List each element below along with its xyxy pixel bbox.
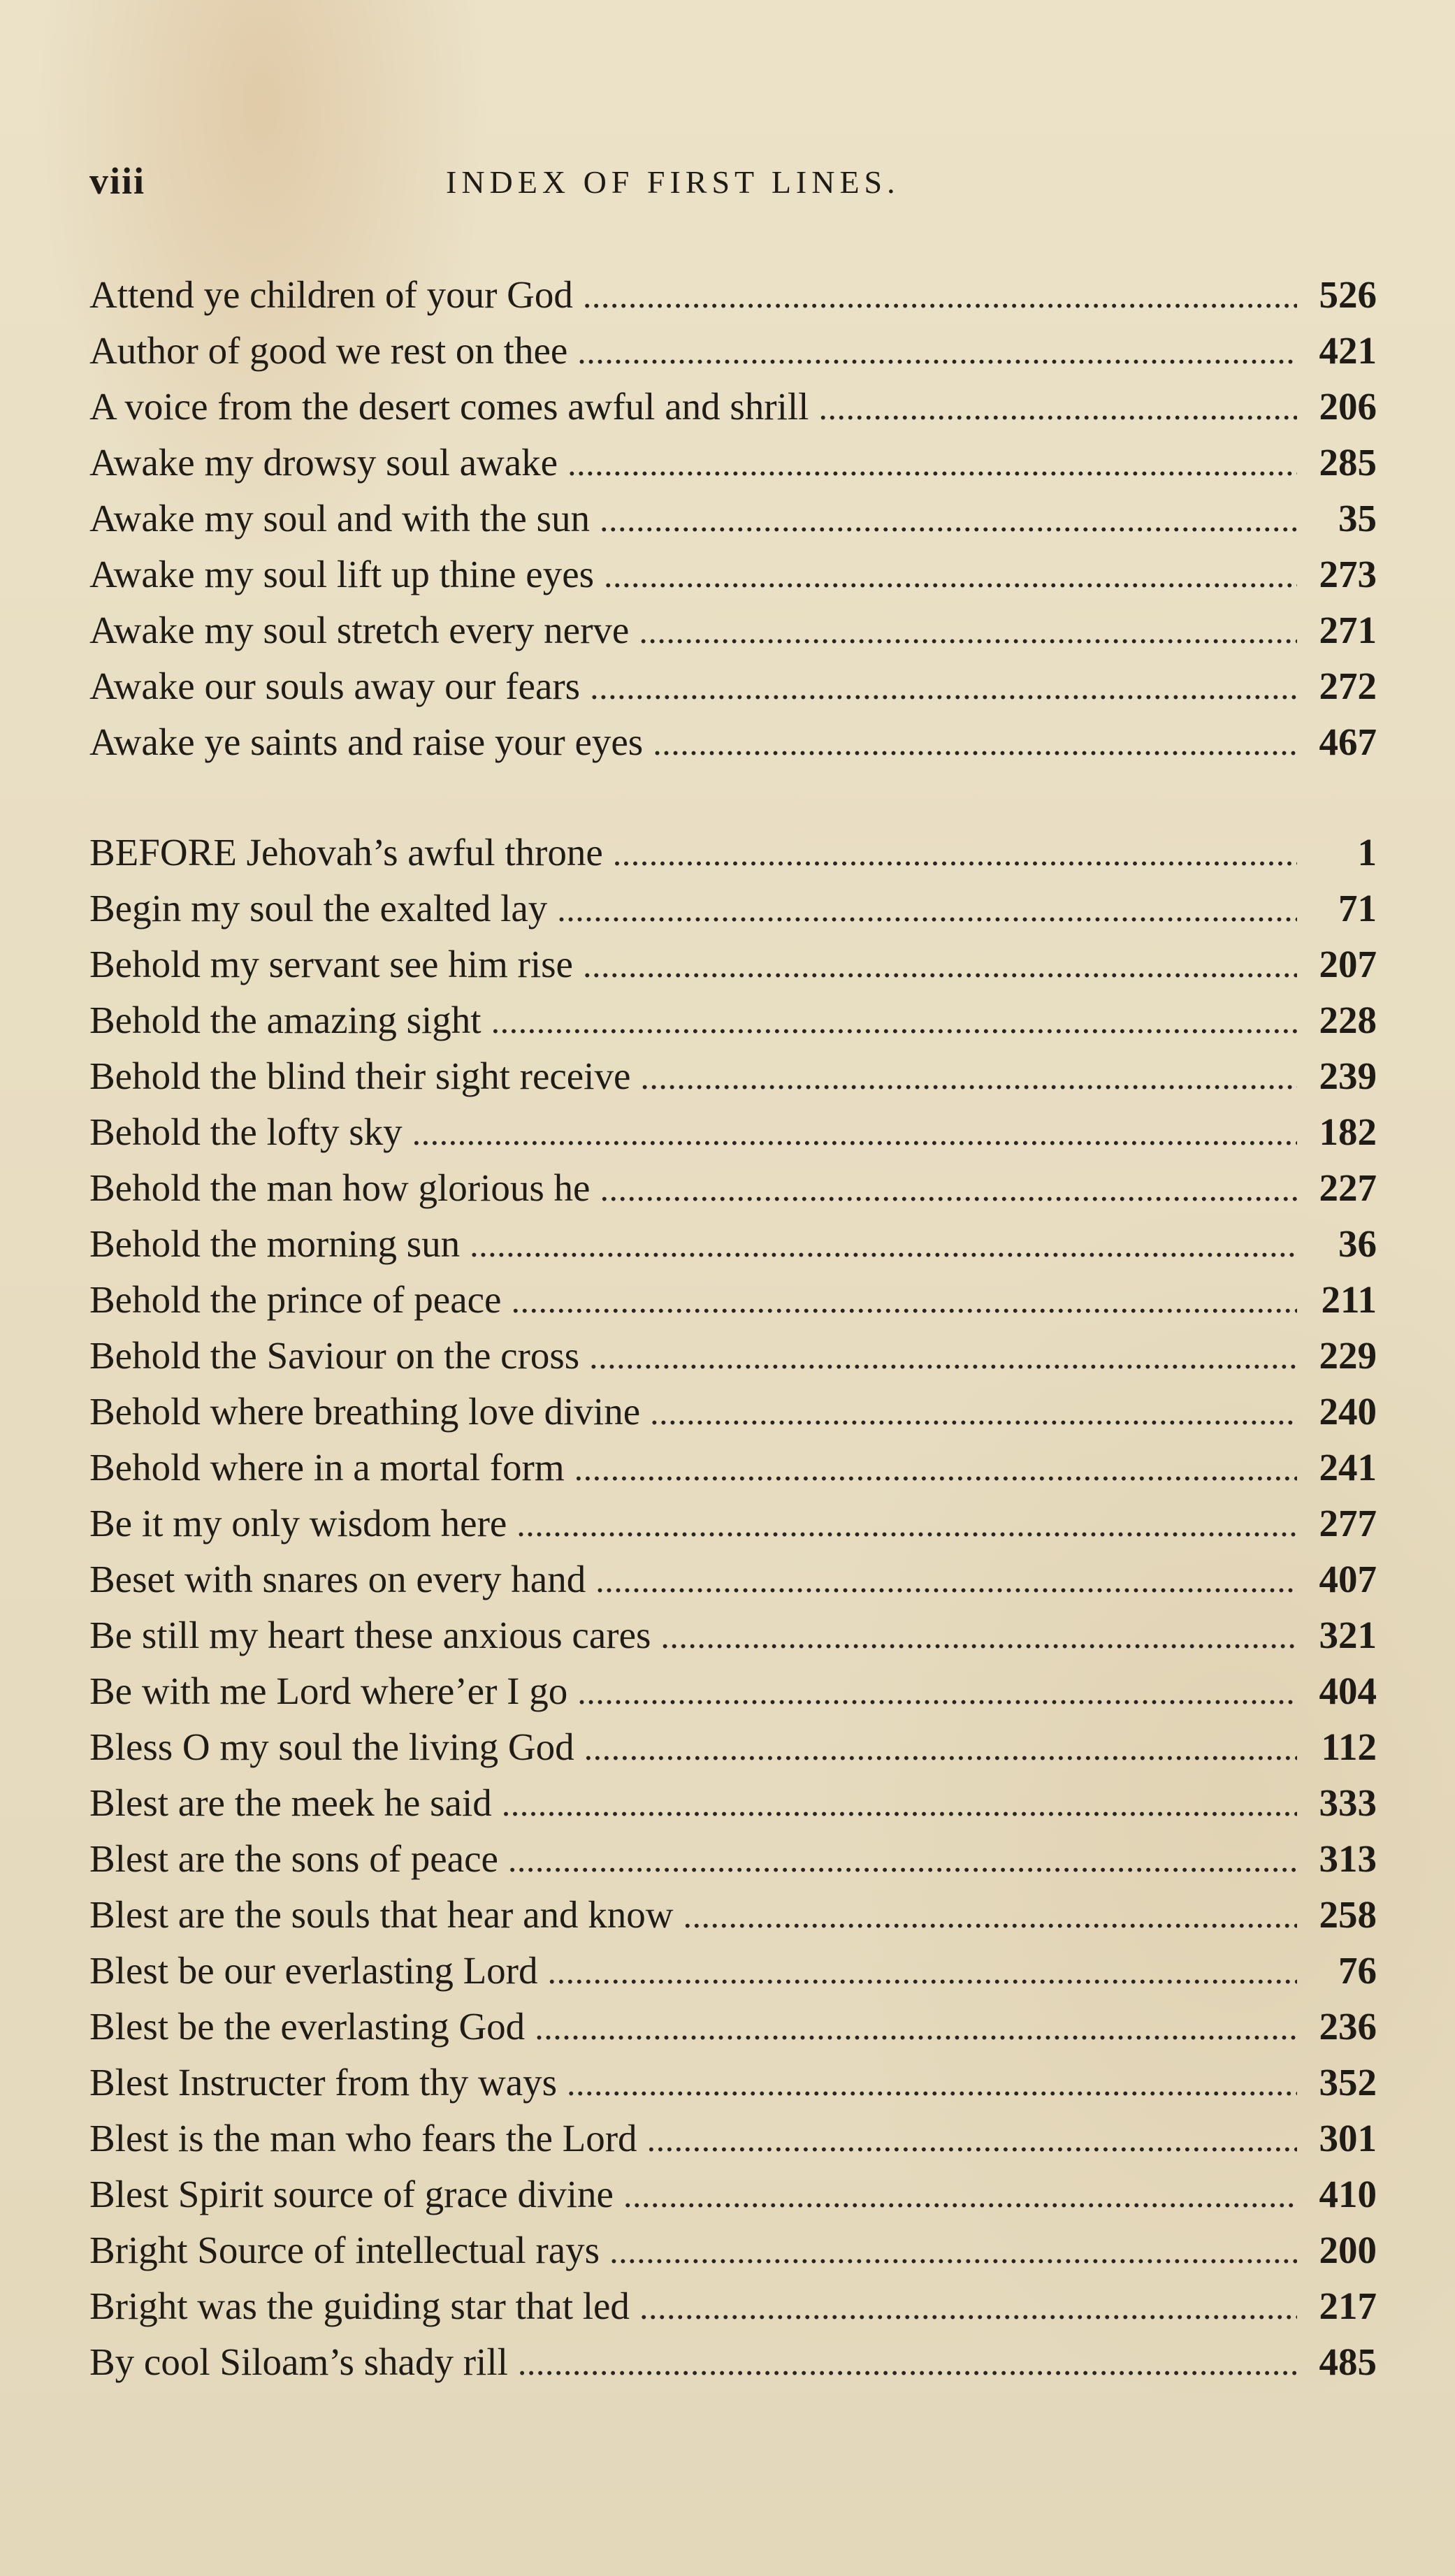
hymn-number: 404	[1319, 1670, 1377, 1712]
hymn-number: 321	[1319, 1614, 1377, 1656]
hymn-number: 211	[1321, 1278, 1377, 1321]
index-entry	[89, 1607, 1377, 1663]
hymn-number: 239	[1319, 1055, 1377, 1097]
index-entry	[89, 1719, 1377, 1775]
dot-leader	[639, 2279, 1297, 2335]
first-line-text: BEFORE Jehovah’s awful throne	[89, 831, 603, 874]
index-entry	[89, 881, 1377, 936]
first-line-text: Blest be the everlasting God	[89, 2005, 526, 2048]
hymn-number: 217	[1319, 2285, 1377, 2327]
index-entry	[89, 1551, 1377, 1607]
hymn-number: 241	[1319, 1446, 1377, 1489]
dot-leader	[650, 1384, 1297, 1440]
index-entry	[89, 2222, 1377, 2278]
first-line-text: Blest are the meek he said	[89, 1781, 492, 1824]
first-line-text: Awake my drowsy soul awake	[89, 441, 558, 484]
dot-leader	[818, 379, 1297, 435]
index-entry	[89, 2111, 1377, 2166]
first-line-text: Behold the prince of peace	[89, 1278, 502, 1321]
first-line-text: Behold my servant see him rise	[89, 943, 573, 985]
index-entry	[89, 2055, 1377, 2111]
dot-leader	[653, 715, 1297, 771]
first-line-text: Awake our souls away our fears	[89, 665, 581, 707]
hymn-number: 182	[1319, 1110, 1377, 1153]
dot-leader	[491, 993, 1297, 1049]
hymn-number: 240	[1319, 1390, 1377, 1433]
dot-leader	[683, 1888, 1297, 1944]
index-entry	[89, 936, 1377, 992]
dot-leader	[535, 1999, 1297, 2055]
hymn-number: 112	[1321, 1725, 1377, 1768]
index-entry	[89, 547, 1377, 602]
dot-leader	[623, 2167, 1297, 2223]
dot-leader	[567, 2055, 1297, 2111]
first-line-text: Attend ye children of your God	[89, 273, 573, 316]
first-line-text: Awake my soul and with the sun	[89, 497, 590, 540]
index-entry	[89, 992, 1377, 1048]
hymn-number: 352	[1319, 2061, 1377, 2104]
first-line-text: Awake my soul lift up thine eyes	[89, 553, 595, 595]
dot-leader	[577, 1664, 1297, 1720]
hymn-number: 485	[1319, 2340, 1377, 2383]
first-line-text: By cool Siloam’s shady rill	[89, 2340, 508, 2383]
index-entry	[89, 1384, 1377, 1440]
index-section-b	[89, 825, 1377, 2390]
first-line-text: Behold the morning sun	[89, 1222, 461, 1265]
first-line-text: Blest Instructer from thy ways	[89, 2061, 558, 2104]
hymn-number: 421	[1319, 329, 1377, 372]
hymn-number: 207	[1319, 943, 1377, 985]
hymn-number: 272	[1319, 665, 1377, 707]
dot-leader	[502, 1776, 1297, 1832]
first-line-text: Behold the man how glorious he	[89, 1166, 591, 1209]
hymn-number: 206	[1319, 385, 1377, 428]
hymn-number: 313	[1319, 1837, 1377, 1880]
first-line-text: Behold the amazing sight	[89, 999, 482, 1041]
dot-leader	[511, 1273, 1297, 1329]
index-entry	[89, 323, 1377, 379]
hymn-number: 273	[1319, 553, 1377, 595]
first-line-text: Behold where breathing love divine	[89, 1390, 641, 1433]
index-entry	[89, 1216, 1377, 1272]
dot-leader	[577, 324, 1297, 379]
hymn-number: 229	[1319, 1334, 1377, 1377]
first-line-text: Awake ye saints and raise your eyes	[89, 721, 644, 763]
index-entry	[89, 1328, 1377, 1384]
first-line-text: Behold the blind their sight receive	[89, 1055, 631, 1097]
hymn-number: 467	[1319, 721, 1377, 763]
hymn-number: 285	[1319, 441, 1377, 484]
first-line-text: Blest be our everlasting Lord	[89, 1949, 538, 1992]
hymn-number: 35	[1338, 497, 1377, 540]
dot-leader	[412, 1105, 1297, 1161]
first-line-text: Bright was the guiding star that led	[89, 2285, 630, 2327]
first-line-text: Behold the Saviour on the cross	[89, 1334, 580, 1377]
hymn-number: 1	[1357, 831, 1377, 874]
index-entry	[89, 2334, 1377, 2390]
hymn-number: 36	[1338, 1222, 1377, 1265]
dot-leader	[600, 491, 1297, 547]
dot-leader	[584, 1720, 1297, 1776]
first-line-text: Behold where in a mortal form	[89, 1446, 565, 1489]
dot-leader	[639, 603, 1297, 659]
index-entry	[89, 491, 1377, 547]
dot-leader	[548, 1944, 1298, 1999]
index-entry	[89, 1048, 1377, 1104]
index-section-a	[89, 267, 1377, 770]
index-entry	[89, 1831, 1377, 1887]
first-line-text: Blest Spirit source of grace divine	[89, 2173, 614, 2215]
hymn-number: 200	[1319, 2229, 1377, 2271]
index-entry	[89, 602, 1377, 658]
dot-leader	[660, 1608, 1297, 1664]
index-entry	[89, 435, 1377, 491]
page-folio: viii	[89, 160, 146, 202]
first-line-text: Behold the lofty sky	[89, 1110, 403, 1153]
first-line-text: Bright Source of intellectual rays	[89, 2229, 600, 2271]
first-line-text: Awake my soul stretch every nerve	[89, 609, 630, 651]
first-line-text: Beset with snares on every hand	[89, 1558, 586, 1600]
dot-leader	[590, 659, 1297, 715]
dot-leader	[604, 547, 1297, 603]
dot-leader	[518, 2335, 1297, 2391]
first-line-text: Blest are the sons of peace	[89, 1837, 498, 1880]
hymn-number: 407	[1319, 1558, 1377, 1600]
first-line-text: Be it my only wisdom here	[89, 1502, 507, 1544]
dot-leader	[508, 1832, 1297, 1888]
index-entry	[89, 267, 1377, 323]
dot-leader	[557, 881, 1297, 937]
dot-leader	[595, 1552, 1297, 1608]
index-entry	[89, 1943, 1377, 1999]
hymn-number: 76	[1338, 1949, 1377, 1992]
page-title: INDEX OF FIRST LINES.	[446, 164, 900, 200]
hymn-number: 277	[1319, 1502, 1377, 1544]
dot-leader	[516, 1496, 1297, 1552]
index-entry	[89, 825, 1377, 881]
first-line-text: Be still my heart these anxious cares	[89, 1614, 651, 1656]
dot-leader	[640, 1049, 1297, 1105]
index-entry	[89, 1999, 1377, 2055]
hymn-number: 301	[1319, 2117, 1377, 2159]
dot-leader	[470, 1217, 1297, 1273]
index-entry	[89, 379, 1377, 435]
hymn-number: 410	[1319, 2173, 1377, 2215]
index-entry	[89, 1272, 1377, 1328]
index-entry	[89, 1440, 1377, 1496]
hymn-number: 258	[1319, 1893, 1377, 1936]
index-entry	[89, 1887, 1377, 1943]
first-line-text: Be with me Lord where’er I go	[89, 1670, 568, 1712]
hymn-number: 228	[1319, 999, 1377, 1041]
index-entry	[89, 714, 1377, 770]
dot-leader	[613, 825, 1297, 881]
dot-leader	[583, 937, 1297, 993]
first-line-text: Begin my soul the exalted lay	[89, 887, 548, 929]
dot-leader	[583, 268, 1297, 324]
hymn-number: 227	[1319, 1166, 1377, 1209]
dot-leader	[589, 1329, 1297, 1384]
hymn-number: 526	[1319, 273, 1377, 316]
dot-leader	[574, 1440, 1297, 1496]
first-line-text: A voice from the desert comes awful and shrill	[89, 385, 809, 428]
first-line-text: Blest is the man who fears the Lord	[89, 2117, 637, 2159]
index-entry	[89, 1663, 1377, 1719]
hymn-number: 236	[1319, 2005, 1377, 2048]
first-line-text: Bless O my soul the living God	[89, 1725, 574, 1768]
index-entry	[89, 1160, 1377, 1216]
index-entry	[89, 1104, 1377, 1160]
index-entry	[89, 1775, 1377, 1831]
index-entry	[89, 2278, 1377, 2334]
dot-leader	[600, 1161, 1297, 1217]
index-entry	[89, 1496, 1377, 1551]
first-line-text: Blest are the souls that hear and know	[89, 1893, 674, 1936]
hymn-number: 71	[1338, 887, 1377, 929]
hymn-number: 333	[1319, 1781, 1377, 1824]
index-entry	[89, 2166, 1377, 2222]
hymn-number: 271	[1319, 609, 1377, 651]
dot-leader	[609, 2223, 1297, 2279]
first-line-text: Author of good we rest on thee	[89, 329, 568, 372]
dot-leader	[567, 435, 1297, 491]
running-head	[89, 159, 1375, 208]
index-entry	[89, 658, 1377, 714]
dot-leader	[647, 2111, 1297, 2167]
